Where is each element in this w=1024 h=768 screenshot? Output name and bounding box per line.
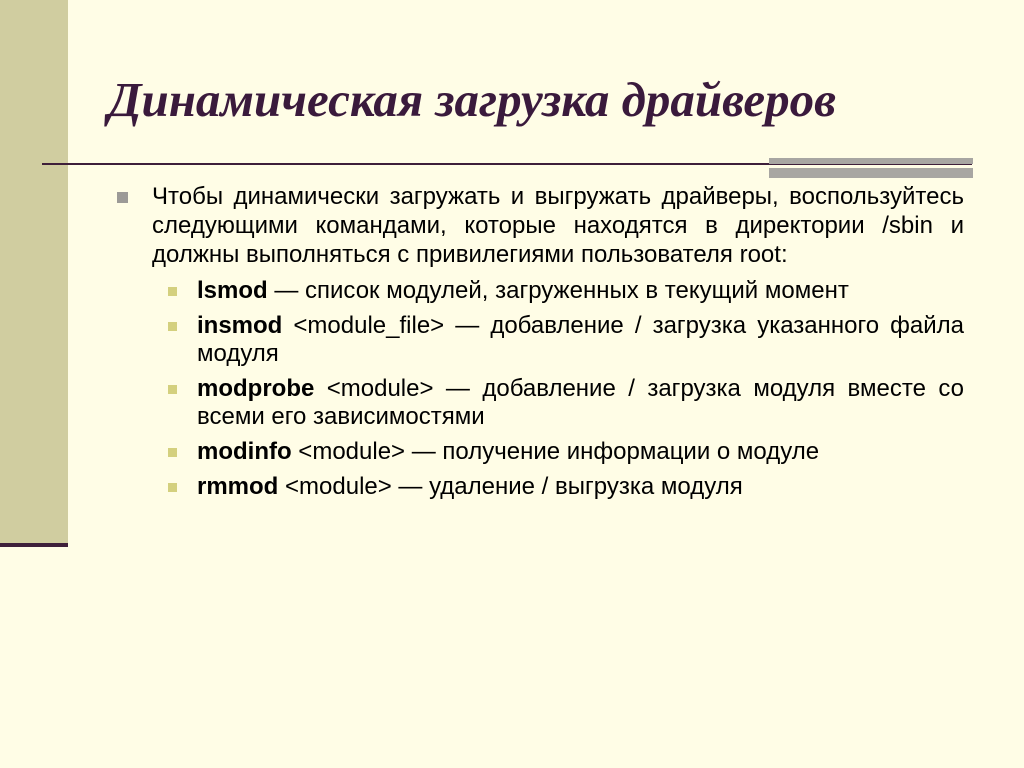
intro-text: Чтобы динамически загружать и выгружать драйверы, воспользуйтесь следующими командами, которые находятся в директории /sbin и должны выполняться с привилегиями пользователя root: <box>152 183 964 268</box>
title-underline-accent-top <box>769 158 973 164</box>
left-decorative-band <box>0 0 68 544</box>
command-name: lsmod <box>197 277 268 304</box>
command-name: rmmod <box>197 473 279 500</box>
command-description: <module> — добавление / загрузка модуля вместе со всеми его зависимостями <box>197 375 964 430</box>
square-bullet-icon <box>168 385 177 394</box>
command-description: <module> — получение информации о модуле <box>291 438 820 465</box>
command-description: <module_file> — добавление / загрузка указанного файла модуля <box>197 312 964 367</box>
command-name: modinfo <box>197 438 292 465</box>
slide-title: Динамическая загрузка драйверов <box>108 72 837 127</box>
square-bullet-icon <box>168 483 177 492</box>
square-bullet-icon <box>168 448 177 457</box>
left-band-divider <box>0 543 68 547</box>
square-bullet-icon <box>117 192 128 203</box>
title-underline-accent-bottom <box>769 168 973 178</box>
command-item-lsmod <box>197 277 964 305</box>
command-item-modinfo <box>197 438 964 466</box>
command-name: insmod <box>197 312 283 339</box>
square-bullet-icon <box>168 287 177 296</box>
command-description: — список модулей, загруженных в текущий момент <box>267 277 849 304</box>
command-item-rmmod <box>197 473 964 501</box>
intro-bullet <box>114 182 964 269</box>
square-bullet-icon <box>168 322 177 331</box>
command-description: <module> — удаление / выгрузка модуля <box>278 473 743 500</box>
command-item-modprobe <box>197 375 964 431</box>
slide-content <box>114 182 964 508</box>
command-item-insmod <box>197 312 964 368</box>
command-name: modprobe <box>197 375 315 402</box>
